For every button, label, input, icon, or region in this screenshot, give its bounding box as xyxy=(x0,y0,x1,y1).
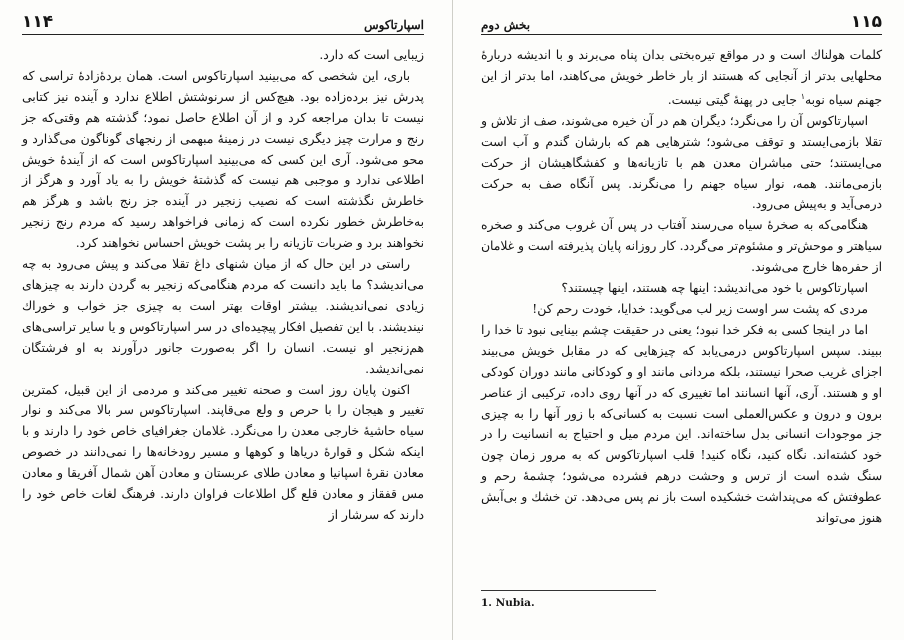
paragraph: هنگامى‌كه به صخرهٔ سياه مى‌رسند آفتاب در پس آن غروب مى‌كند و صخره سياهتر و موحش‌تر و مشئوم‌تر مى‌گردد. كار روزانه پايان پذيرفته است و غلامان از حفره‌ها خارج مى‌شوند. xyxy=(480,218,882,275)
left-page-body xyxy=(22,45,424,526)
footnotes xyxy=(481,590,882,609)
paragraph: راستى در اين حال كه از ميان شنهاى داغ تقلا مى‌كند و پيش مى‌رود به چه مى‌انديشد؟ ما بايد دانست كه مردم هنگامى‌كه زنجير به گردن دارند به چيزهاى زيادى نمى‌انديشند. بيشتر اوقات بهتر است به چيزى جز خواب و خوراك نينديشند. با اين تفصيل افكار پيچيده‌اى در سر اسپارتاكوس و يا ساير تراسى‌هاى هم‌زنجير او نيست. انسان را اگر به‌صورت جانور درآورند به او فرشتگان نمى‌انديشد. xyxy=(22,257,424,376)
footnote-marker: ۱ xyxy=(800,91,806,101)
paragraph: زیبایی است که دارد. xyxy=(319,48,424,62)
paragraph: اما در اينجا كسى به فكر خدا نبود؛ يعنى در حقيقت چشم بينايى نبود تا خدا را ببيند. سپس اسپارتاكوس درمى‌يابد كه چيزهايى كه در مقابل خويش مى‌بيند اجزاى غريب صحرا نيستند، بلكه مردانى مانند او و كودكانى مانند دوران كودكى او و هستند. آرى، آنها انسانند اما تغييرى كه در آنها روى داده، تركيبى از عناصر برون و درون و عكس‌العملى است نسبت به كسانى‌كه با زور آنها را به چيزى جز موجودات انسانى بدل ساخته‌اند. اين مردم ميل و احتياج به انسانيت را در خود كشته‌اند. نگاه كنيد، نگاه كنيد! قلب اسپارتاكوس كه به مرور زمان چون سنگ شده است از ترس و وحشت درهم فشرده مى‌شود؛ چشمهٔ رحم و عطوفتش كه مى‌پنداشت خشكيده است باز نم پس مى‌دهد. تن خشك و بى‌آبش هنوز مى‌تواند xyxy=(481,322,882,526)
page-number: ۱۱۴ xyxy=(22,12,54,32)
page-number: ۱۱۵ xyxy=(850,12,882,32)
paragraph: مردى كه پشت سر اوست زير لب مى‌گويد: خدايا، خودت رحم كن! xyxy=(532,301,868,316)
right-page xyxy=(452,0,904,640)
paragraph: كلمات هولناك است و در مواقع تيره‌بختى بدان پناه مى‌برند و با انديشه دربارهٔ محلهايى بدتر از آنجايى كه هستند از بار خاطر خويش مى‌كاهند، اما بدتر از اين جهنم سياه نوبه$^۱$ جايى در پهنهٔ گيتى نيست. xyxy=(481,48,882,107)
paragraph: اكنون پايان روز است و صحنه تغيير مى‌كند و مردمى از اين قبيل، كمترين تغيير و هيجان را با حرص و ولع مى‌قاپند. اسپارتاكوس سر بالا مى‌كند و نوار سياه حاشيهٔ خارجى معدن را مى‌نگرد. غلامان جغرافياى خاص خود را دارند و با اينكه شكل و قوارهٔ درياها و كوهها و مسير رودخانه‌ها را نمى‌دانند در خصوص معادن نقرهٔ اسپانيا و معادن طلاى عربستان و معادن آهن شمال آفريقا و معادن مس قفقاز و معادن قلع گل اطلاعات فراوان دارند. فرهنگ لغات خاص خود را دارند كه سرشار از xyxy=(22,382,424,522)
right-page-body xyxy=(481,45,882,529)
running-title: بخش دوم xyxy=(481,18,531,32)
right-page-header xyxy=(481,10,882,35)
paragraph: اسپارتاكوس آن را مى‌نگرد؛ ديگران هم در آن خيره مى‌شوند، صف از تلاش و تقلا بازمى‌ايستد و توقف مى‌شود؛ شترهايى هم كه بارشان گندم و آب است مى‌ايستند؛ حتى مباشران معدن هم با تازيانه‌ها و كفشگاهيشان از حركت بازمى‌مانند. همه، نوار سياه جهنم را مى‌نگرند. پس آنگاه صف به حركت درمى‌آيد و به‌پيش مى‌رود. xyxy=(481,113,882,212)
footnote: 1. Nubia. xyxy=(481,597,535,609)
paragraph: اسپارتاكوس با خود مى‌انديشد: اينها چه هستند، اينها چيستند؟ xyxy=(561,281,868,296)
running-title: اسپارتاکوس xyxy=(363,18,424,32)
paragraph: بارى، اين شخصى كه مى‌بينيد اسپارتاكوس است. همان بردهٔ‌زادهٔ تراسى كه پدرش نيز برده‌زاده بود. هيچ‌كس از سرنوشتش اطلاع ندارد و آينده نيز كتابى نيست تا بدان مراجعه كرد و از آن اطلاع حاصل نمود؛ گذشته هم وقتى‌كه جز رنج و مرارت چيز ديگرى نيست در زمينهٔ مبهمى از رنجهاى گوناگون مى‌گذارد و محو مى‌شود. آرى اين كسى كه مى‌بينيد اسپارتاكوس است كه از آيندهٔ خويش اطلاعى ندارد و موجبى هم نيست كه گذشتهٔ خويش را به ياد آورد و هرگز از خاطرش نگذشته است كه نصيب زنجير در آينده جز رنج باشد و هرگز هم به‌خاطرش خطور نكرده است كه زمانى فراخواهد رسيد كه مردم رنج زنجير نخواهند برد و ضربات تازيانه را بر پشت خويش احساس نخواهند كرد. xyxy=(22,68,424,251)
footnote-rule xyxy=(481,590,656,591)
left-page-header xyxy=(22,10,424,35)
